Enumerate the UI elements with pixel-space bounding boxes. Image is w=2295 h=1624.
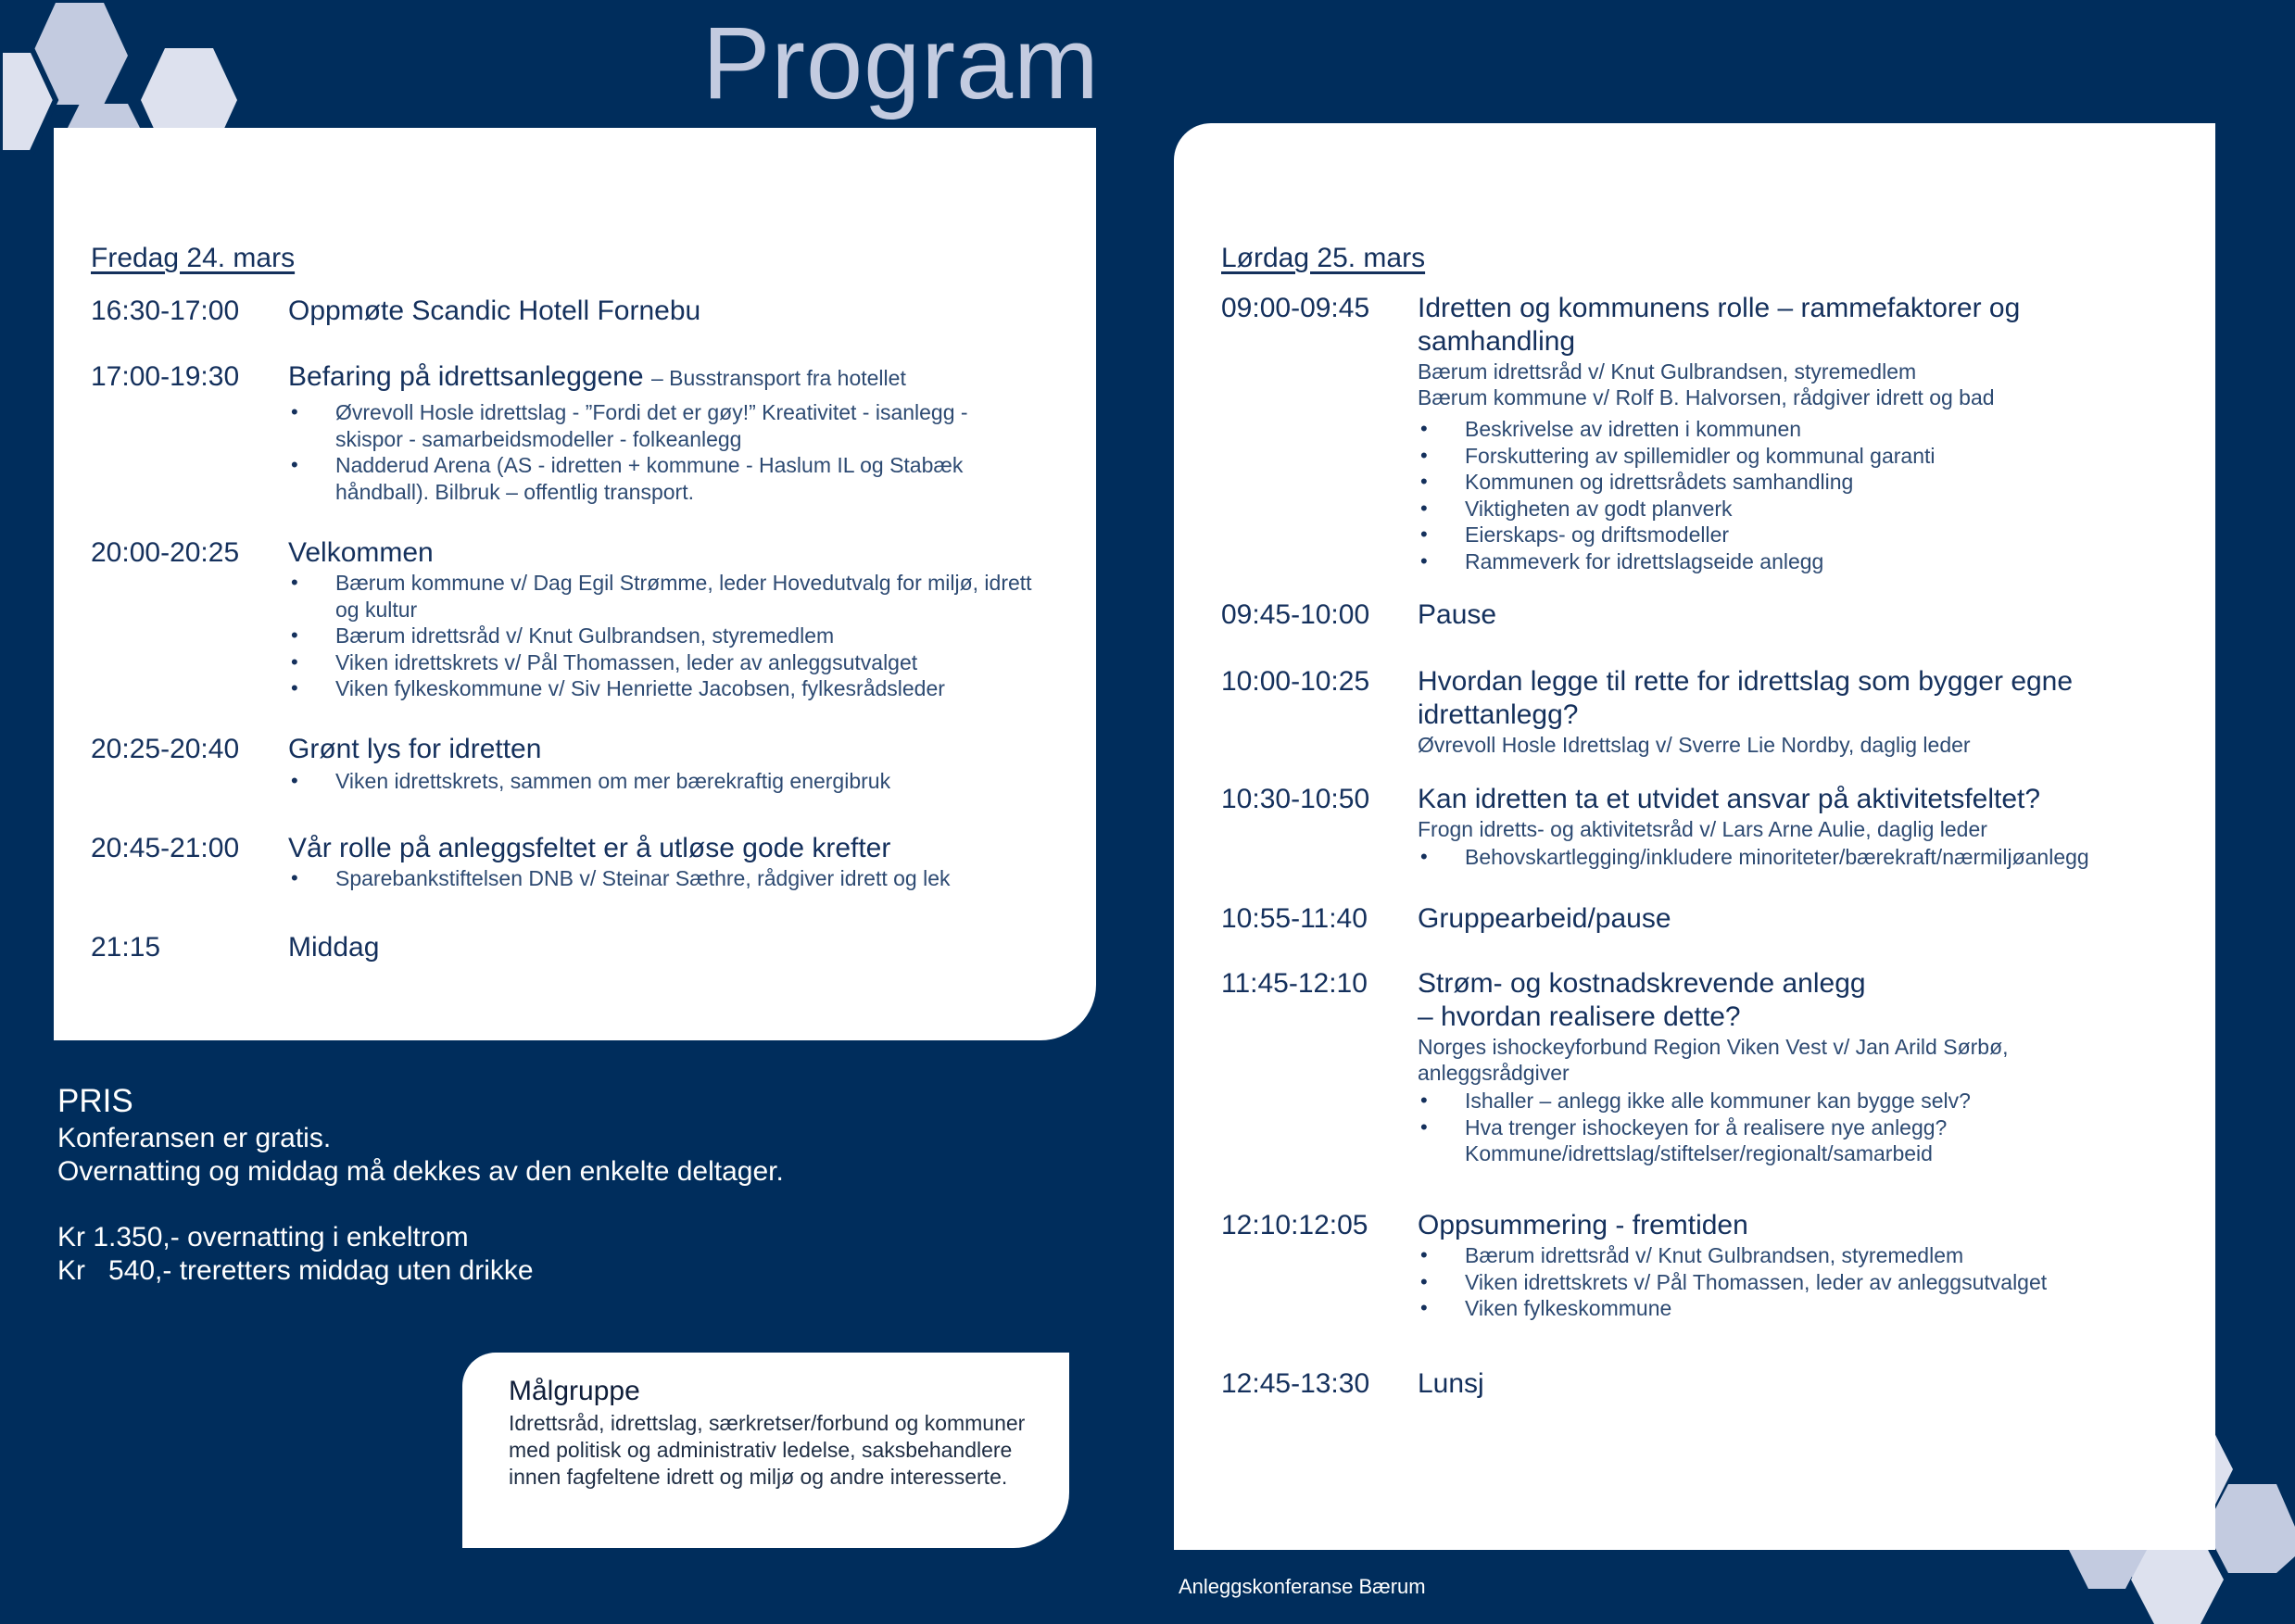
- price-line: Kr 1.350,- overnatting i enkeltrom: [57, 1222, 469, 1253]
- item-title: Kan idretten ta et utvidet ansvar på aktivitetsfeltet?: [1418, 784, 2041, 814]
- item-time: 20:25-20:40: [91, 734, 240, 764]
- item-time: 16:30-17:00: [91, 296, 240, 326]
- item-time: 09:00-09:45: [1221, 293, 1370, 323]
- item-title: Oppsummering - fremtiden: [1418, 1210, 1748, 1240]
- item-description: Norges ishockeyforbund Region Viken Vest v/ Jan Arild Sørbø, anleggsrådgiver: [1418, 1035, 2009, 1085]
- item-description: Øvrevoll Hosle Idrettslag v/ Sverre Lie Nordby, daglig leder: [1418, 733, 1971, 757]
- price-section: [57, 1081, 784, 1288]
- item-time: 11:45-12:10: [1221, 968, 1368, 999]
- item-description: Frogn idretts- og aktivitetsråd v/ Lars Arne Aulie, daglig leder: [1418, 817, 1987, 841]
- friday-item: [91, 295, 701, 328]
- saturday-item: [1221, 967, 2009, 1165]
- list-item: • Rammeverk for idrettslagseide anlegg: [1418, 548, 2159, 575]
- item-title: Idretten og kommunens rolle – rammefaktorer og samhandling: [1418, 293, 2021, 357]
- list-item: • Behovskartlegging/inkludere minoriteter/bærekraft/nærmiljøanlegg: [1418, 844, 2224, 871]
- price-text: Overnatting og middag må dekkes av den enkelte deltager.: [57, 1156, 784, 1187]
- item-description: Bærum kommune v/ Rolf B. Halvorsen, rådgiver idrett og bad: [1418, 385, 1995, 409]
- list-item: • Bærum idrettsråd v/ Knut Gulbrandsen, styremedlem: [1418, 1242, 2159, 1269]
- item-title: Strøm- og kostnadskrevende anlegg: [1418, 968, 1866, 999]
- item-title: Lunsj: [1418, 1368, 1484, 1399]
- item-description: Bærum idrettsråd v/ Knut Gulbrandsen, styremedlem: [1418, 359, 1917, 384]
- item-title: Middag: [288, 932, 380, 963]
- list-item: • Viktigheten av godt planverk: [1418, 496, 2159, 522]
- target-group-box: [462, 1353, 1069, 1548]
- list-item: • Ishaller – anlegg ikke alle kommuner kan bygge selv?: [1418, 1088, 2066, 1114]
- list-item: • Øvrevoll Hosle idrettslag - ”Fordi det er gøy!” Kreativitet - isanlegg - skispor - samarbeidsmodeller - folkeanlegg: [288, 399, 1029, 452]
- item-title: – hvordan realisere dette?: [1418, 1001, 1741, 1032]
- friday-item: [91, 832, 951, 890]
- friday-item: [91, 536, 1032, 700]
- page-title: Program: [702, 6, 1100, 120]
- list-item: • Sparebankstiftelsen DNB v/ Steinar Sæthre, rådgiver idrett og lek: [288, 865, 1103, 892]
- item-time: 10:30-10:50: [1221, 784, 1370, 814]
- item-title: Grønt lys for idretten: [288, 734, 542, 764]
- list-item: • Eierskaps- og driftsmodeller: [1418, 522, 2159, 548]
- item-title: Gruppearbeid/pause: [1418, 903, 1671, 934]
- bullet-list: [288, 570, 1048, 702]
- bullet-list: [288, 399, 1029, 505]
- list-item: • Viken idrettskrets v/ Pål Thomassen, leder av anleggsutvalget: [1418, 1269, 2159, 1296]
- item-title: Oppmøte Scandic Hotell Fornebu: [288, 296, 701, 326]
- saturday-item: [1221, 1209, 2048, 1320]
- target-group-heading: Målgruppe: [509, 1376, 640, 1406]
- friday-item: [91, 733, 891, 793]
- target-group-text: Idrettsråd, idrettslag, særkretser/forbund og kommuner med politisk og administrativ ledelse, saksbehandlere innen fagfeltene idrett og miljø og andre interesserte.: [509, 1411, 1026, 1489]
- saturday-item: [1221, 783, 2089, 869]
- saturday-item: [1221, 665, 2074, 757]
- item-time: 17:00-19:30: [91, 361, 240, 392]
- saturday-date: Lørdag 25. mars: [1221, 243, 1426, 273]
- item-title: Vår rolle på anleggsfeltet er å utløse gode krefter: [288, 833, 891, 863]
- price-line: Kr 540,- treretters middag uten drikke: [57, 1255, 534, 1286]
- bullet-list: [1418, 416, 2159, 574]
- item-time: 20:45-21:00: [91, 833, 240, 863]
- list-item: • Beskrivelse av idretten i kommunen: [1418, 416, 2159, 443]
- list-item: • Hva trenger ishockeyen for å realisere nye anlegg? Kommune/idrettslag/stiftelser/regionalt/samarbeid: [1418, 1114, 2066, 1167]
- list-item: • Viken fylkeskommune: [1418, 1295, 2159, 1322]
- item-title: Velkommen: [288, 537, 434, 568]
- list-item: • Viken idrettskrets, sammen om mer bærekraftig energibruk: [288, 768, 1103, 795]
- saturday-item: [1221, 1367, 1484, 1401]
- list-item: • Viken fylkeskommune v/ Siv Henriette Jacobsen, fylkesrådsleder: [288, 675, 1048, 702]
- list-item: • Viken idrettskrets v/ Pål Thomassen, leder av anleggsutvalget: [288, 649, 1048, 676]
- item-note: – Busstransport fra hotellet: [650, 366, 906, 390]
- saturday-item: [1221, 902, 1671, 936]
- friday-date: Fredag 24. mars: [91, 243, 296, 273]
- friday-item: [91, 931, 380, 964]
- item-time: 10:55-11:40: [1221, 903, 1368, 934]
- price-heading: PRIS: [57, 1083, 133, 1119]
- bullet-list: [288, 865, 1103, 892]
- list-item: • Bærum idrettsråd v/ Knut Gulbrandsen, styremedlem: [288, 623, 1048, 649]
- list-item: • Nadderud Arena (AS - idretten + kommune - Haslum IL og Stabæk håndball). Bilbruk – offentlig transport.: [288, 452, 1029, 505]
- item-time: 12:10:12:05: [1221, 1210, 1368, 1240]
- item-title-text: Befaring på idrettsanleggene: [288, 361, 644, 392]
- list-item: • Bærum kommune v/ Dag Egil Strømme, leder Hovedutvalg for miljø, idrett og kultur: [288, 570, 1048, 623]
- item-time: 09:45-10:00: [1221, 599, 1370, 630]
- item-time: 20:00-20:25: [91, 537, 240, 568]
- item-time: 10:00-10:25: [1221, 666, 1370, 697]
- friday-item: [91, 360, 968, 504]
- item-time: 12:45-13:30: [1221, 1368, 1370, 1399]
- item-title: [288, 360, 1103, 394]
- bullet-list: [1418, 844, 2224, 871]
- list-item: • Forskuttering av spillemidler og kommunal garanti: [1418, 443, 2159, 470]
- item-title: Pause: [1418, 599, 1497, 630]
- bullet-list: [288, 768, 1103, 795]
- item-time: 21:15: [91, 932, 161, 963]
- list-item: • Kommunen og idrettsrådets samhandling: [1418, 469, 2159, 496]
- price-text: Konferansen er gratis.: [57, 1123, 332, 1153]
- footer-text: Anleggskonferanse Bærum: [1179, 1575, 1426, 1598]
- saturday-item: [1221, 598, 1497, 632]
- saturday-item: [1221, 292, 2021, 573]
- bullet-list: [1418, 1242, 2159, 1322]
- bullet-list: [1418, 1088, 2066, 1167]
- item-title: Hvordan legge til rette for idrettslag som bygger egne idrettanlegg?: [1418, 666, 2074, 730]
